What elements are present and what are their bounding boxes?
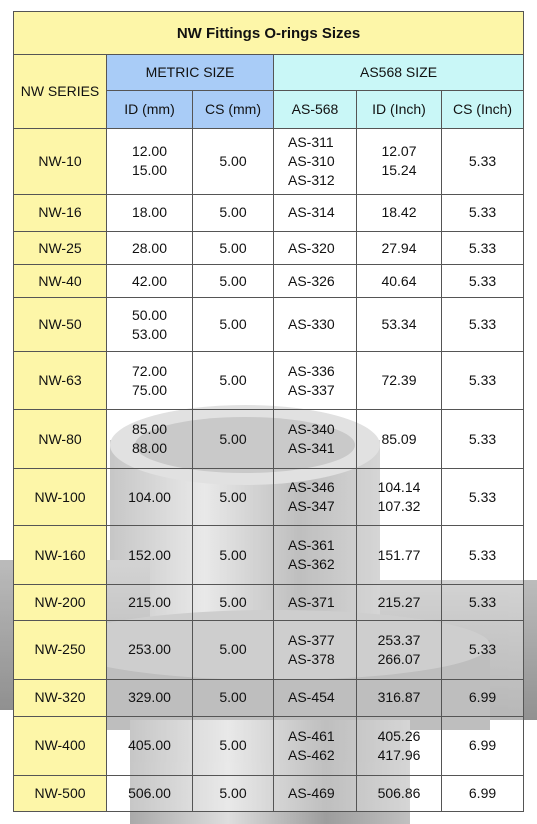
cs-mm-cell: 5.00 xyxy=(193,265,274,298)
id-mm-cell-value: 405.00 xyxy=(128,737,171,754)
cs-inch-cell: 5.33 xyxy=(442,621,524,680)
as568-cell-value: AS-362 xyxy=(288,556,335,573)
id-inch-cell xyxy=(357,351,442,410)
cs-mm-cell: 5.00 xyxy=(193,194,274,231)
cs-mm-cell: 5.00 xyxy=(193,129,274,195)
cs-inch-cell: 5.33 xyxy=(442,468,524,526)
id-mm-cell-value: 215.00 xyxy=(128,594,171,611)
id-mm-cell xyxy=(107,468,193,526)
nw-series-cell: NW-500 xyxy=(14,775,107,811)
id-mm-cell-value: 12.00 xyxy=(131,143,168,160)
as568-cell-value: AS-340 xyxy=(288,421,335,438)
as568-cell-value: AS-371 xyxy=(288,594,335,611)
cs-mm-cell: 5.00 xyxy=(193,231,274,264)
as568-cell xyxy=(274,194,357,231)
as568-cell xyxy=(274,129,357,195)
cs-inch-cell: 5.33 xyxy=(442,351,524,410)
id-inch-cell xyxy=(357,231,442,264)
cs-inch-cell: 6.99 xyxy=(442,717,524,776)
as568-cell xyxy=(274,526,357,585)
id-mm-cell-value: 85.00 xyxy=(131,421,168,438)
id-inch-cell-value: 266.07 xyxy=(377,650,421,667)
id-inch-cell-value: 405.26 xyxy=(377,727,421,744)
cs-mm-cell: 5.00 xyxy=(193,775,274,811)
id-mm-cell-value: 75.00 xyxy=(131,381,168,398)
nw-series-cell: NW-80 xyxy=(14,410,107,469)
table-row xyxy=(14,717,524,776)
id-inch-cell xyxy=(357,679,442,716)
cs-inch-cell: 5.33 xyxy=(442,298,524,351)
id-mm-cell-value: 88.00 xyxy=(131,440,168,457)
table-row xyxy=(14,468,524,526)
as568-cell xyxy=(274,679,357,716)
table-row xyxy=(14,584,524,620)
cs-mm-cell: 5.00 xyxy=(193,351,274,410)
as568-cell xyxy=(274,775,357,811)
as568-cell-value: AS-346 xyxy=(288,479,335,496)
id-inch-cell-value: 40.64 xyxy=(381,272,417,289)
id-inch-cell xyxy=(357,265,442,298)
as568-cell xyxy=(274,410,357,469)
as568-cell-value: AS-378 xyxy=(288,650,335,667)
nw-series-header: NW SERIES xyxy=(14,55,107,129)
id-inch-cell xyxy=(357,129,442,195)
table-row xyxy=(14,231,524,264)
cs-mm-cell: 5.00 xyxy=(193,717,274,776)
id-mm-cell-value: 104.00 xyxy=(128,488,171,505)
id-mm-cell xyxy=(107,231,193,264)
nw-series-cell: NW-160 xyxy=(14,526,107,585)
table-row xyxy=(14,775,524,811)
cs-mm-cell: 5.00 xyxy=(193,526,274,585)
cs-mm-cell: 5.00 xyxy=(193,298,274,351)
id-mm-cell-value: 506.00 xyxy=(128,784,171,801)
as568-cell-value: AS-469 xyxy=(288,784,335,801)
id-mm-cell-value: 72.00 xyxy=(131,362,168,379)
as568-number-header: AS-568 xyxy=(274,91,357,129)
as568-cell xyxy=(274,621,357,680)
nw-series-cell: NW-100 xyxy=(14,468,107,526)
id-inch-cell-value: 12.07 xyxy=(381,143,417,160)
as568-size-header: AS568 SIZE xyxy=(274,55,524,91)
id-inch-cell xyxy=(357,410,442,469)
metric-size-header: METRIC SIZE xyxy=(107,55,274,91)
as568-cell xyxy=(274,298,357,351)
table-row xyxy=(14,679,524,716)
cs-mm-cell: 5.00 xyxy=(193,679,274,716)
table-row xyxy=(14,351,524,410)
id-mm-cell xyxy=(107,351,193,410)
as568-cell-value: AS-314 xyxy=(288,204,335,221)
id-mm-cell-value: 15.00 xyxy=(131,162,168,179)
as568-cell-value: AS-336 xyxy=(288,362,335,379)
id-inch-cell-value: 15.24 xyxy=(381,162,417,179)
as568-cell-value: AS-347 xyxy=(288,498,335,515)
as568-cell-value: AS-454 xyxy=(288,689,335,706)
id-inch-cell-value: 72.39 xyxy=(381,372,417,389)
as568-cell-value: AS-320 xyxy=(288,239,335,256)
id-inch-cell xyxy=(357,621,442,680)
nw-series-cell: NW-40 xyxy=(14,265,107,298)
table-row xyxy=(14,410,524,469)
id-inch-cell-value: 104.14 xyxy=(377,479,421,496)
id-mm-header: ID (mm) xyxy=(107,91,193,129)
nw-series-cell: NW-16 xyxy=(14,194,107,231)
as568-cell-value: AS-330 xyxy=(288,316,335,333)
table-row xyxy=(14,621,524,680)
id-inch-cell-value: 215.27 xyxy=(377,594,421,611)
nw-series-cell: NW-50 xyxy=(14,298,107,351)
as568-cell-value: AS-462 xyxy=(288,746,335,763)
id-inch-cell xyxy=(357,298,442,351)
id-inch-cell-value: 506.86 xyxy=(377,784,421,801)
cs-inch-cell: 6.99 xyxy=(442,679,524,716)
cs-inch-cell: 6.99 xyxy=(442,775,524,811)
as568-cell-value: AS-461 xyxy=(288,727,335,744)
id-mm-cell xyxy=(107,775,193,811)
id-inch-cell-value: 253.37 xyxy=(377,631,421,648)
id-mm-cell xyxy=(107,298,193,351)
as568-cell xyxy=(274,265,357,298)
table-row xyxy=(14,298,524,351)
cs-inch-cell: 5.33 xyxy=(442,265,524,298)
id-mm-cell xyxy=(107,526,193,585)
id-mm-cell xyxy=(107,584,193,620)
id-inch-cell-value: 18.42 xyxy=(381,204,417,221)
as568-cell xyxy=(274,468,357,526)
cs-mm-cell: 5.00 xyxy=(193,468,274,526)
id-inch-cell xyxy=(357,584,442,620)
id-inch-cell xyxy=(357,775,442,811)
table-row xyxy=(14,265,524,298)
id-inch-header: ID (Inch) xyxy=(357,91,442,129)
cs-inch-cell: 5.33 xyxy=(442,410,524,469)
id-mm-cell-value: 18.00 xyxy=(131,204,168,221)
id-inch-cell xyxy=(357,526,442,585)
cs-mm-cell: 5.00 xyxy=(193,621,274,680)
cs-inch-cell: 5.33 xyxy=(442,526,524,585)
as568-cell-value: AS-377 xyxy=(288,631,335,648)
id-mm-cell-value: 152.00 xyxy=(128,546,171,563)
id-inch-cell-value: 417.96 xyxy=(377,746,421,763)
id-inch-cell-value: 53.34 xyxy=(381,316,417,333)
nw-series-cell: NW-200 xyxy=(14,584,107,620)
as568-cell-value: AS-341 xyxy=(288,440,335,457)
id-mm-cell-value: 253.00 xyxy=(128,641,171,658)
id-mm-cell-value: 50.00 xyxy=(131,306,168,323)
table-body xyxy=(14,129,524,812)
nw-series-cell: NW-250 xyxy=(14,621,107,680)
id-mm-cell-value: 42.00 xyxy=(131,272,168,289)
as568-cell-value: AS-311 xyxy=(288,133,334,150)
table-row xyxy=(14,526,524,585)
cs-mm-cell: 5.00 xyxy=(193,410,274,469)
id-inch-cell-value: 151.77 xyxy=(377,546,421,563)
id-inch-cell-value: 27.94 xyxy=(381,239,417,256)
table-title: NW Fittings O-rings Sizes xyxy=(14,12,524,55)
as568-cell xyxy=(274,231,357,264)
id-inch-cell-value: 316.87 xyxy=(377,689,421,706)
id-mm-cell xyxy=(107,129,193,195)
id-mm-cell xyxy=(107,194,193,231)
id-inch-cell xyxy=(357,468,442,526)
table-row xyxy=(14,194,524,231)
nw-series-cell: NW-25 xyxy=(14,231,107,264)
id-mm-cell xyxy=(107,410,193,469)
cs-mm-header: CS (mm) xyxy=(193,91,274,129)
cs-inch-cell: 5.33 xyxy=(442,129,524,195)
id-inch-cell xyxy=(357,194,442,231)
group-header-row xyxy=(14,55,524,91)
id-mm-cell xyxy=(107,679,193,716)
as568-cell-value: AS-312 xyxy=(288,171,335,188)
cs-inch-cell: 5.33 xyxy=(442,231,524,264)
id-mm-cell-value: 53.00 xyxy=(131,325,168,342)
as568-cell xyxy=(274,584,357,620)
cs-inch-header: CS (Inch) xyxy=(442,91,524,129)
id-mm-cell xyxy=(107,717,193,776)
nw-series-cell: NW-400 xyxy=(14,717,107,776)
id-inch-cell-value: 85.09 xyxy=(381,430,417,447)
id-inch-cell xyxy=(357,717,442,776)
id-mm-cell-value: 329.00 xyxy=(128,689,171,706)
id-inch-cell-value: 107.32 xyxy=(377,498,421,515)
cs-inch-cell: 5.33 xyxy=(442,584,524,620)
as568-cell-value: AS-361 xyxy=(288,537,335,554)
nw-series-cell: NW-10 xyxy=(14,129,107,195)
nw-series-cell: NW-320 xyxy=(14,679,107,716)
cs-mm-cell: 5.00 xyxy=(193,584,274,620)
id-mm-cell-value: 28.00 xyxy=(131,239,168,256)
as568-cell-value: AS-326 xyxy=(288,272,335,289)
nw-series-cell: NW-63 xyxy=(14,351,107,410)
o-ring-sizes-table xyxy=(13,11,524,812)
as568-cell xyxy=(274,351,357,410)
id-mm-cell xyxy=(107,265,193,298)
cs-inch-cell: 5.33 xyxy=(442,194,524,231)
as568-cell-value: AS-337 xyxy=(288,381,335,398)
title-row xyxy=(14,12,524,55)
table-row xyxy=(14,129,524,195)
id-mm-cell xyxy=(107,621,193,680)
as568-cell-value: AS-310 xyxy=(288,152,335,169)
as568-cell xyxy=(274,717,357,776)
